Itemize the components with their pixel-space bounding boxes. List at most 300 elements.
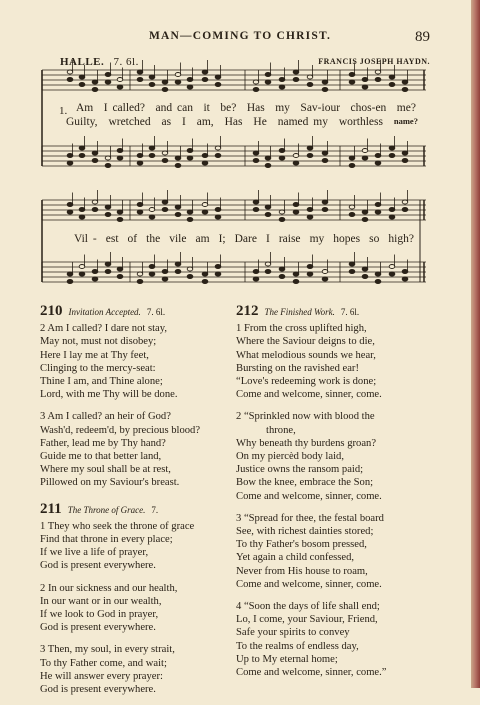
note-head [307, 208, 313, 212]
note-head [349, 205, 355, 209]
lyric-syllable: Sav-iour [300, 102, 341, 114]
note-head [137, 203, 143, 207]
lyric-syllable: Guilty, [66, 116, 98, 128]
note-head [105, 270, 111, 274]
lyric-syllable: chos-en [350, 102, 387, 114]
lyric-line [74, 233, 414, 245]
stanza-line: Father, lead me by Thy hand? [40, 437, 166, 449]
note-head [202, 161, 208, 165]
note-head [349, 262, 355, 266]
note-head [187, 156, 193, 160]
note-head [362, 210, 368, 214]
note-head [162, 277, 168, 281]
note-head [149, 208, 155, 212]
note-head [117, 78, 123, 82]
stanza [236, 322, 436, 401]
lyric-syllable: I [265, 233, 270, 245]
note-head [175, 164, 181, 168]
note-head [79, 215, 85, 219]
note-head [215, 154, 221, 158]
note-head [105, 213, 111, 217]
note-head [362, 156, 368, 160]
note-head [307, 75, 313, 79]
note-head [67, 203, 73, 207]
note-head [279, 149, 285, 153]
note-head [279, 85, 285, 89]
lyric-syllable: I called? [103, 102, 146, 114]
tune-meter: 7. 6l. [113, 56, 139, 68]
note-head [67, 70, 73, 74]
note-head [149, 75, 155, 79]
stanza-line: God is present everywhere. [40, 684, 156, 696]
stanza-line: Never from His house to roam, [236, 565, 368, 577]
note-head [322, 151, 328, 155]
note-head [137, 161, 143, 165]
note-head [265, 205, 271, 209]
note-head [117, 149, 123, 153]
composer-credit: FRANCIS JOSEPH HAYDN. [318, 57, 430, 66]
stanza-line: Bursting on the ravished ear! [236, 362, 359, 374]
note-head [117, 267, 123, 271]
note-head [149, 272, 155, 276]
note-head [215, 146, 221, 150]
lyric-syllable: worthless [338, 116, 383, 128]
note-head [187, 78, 193, 82]
lyric-line [66, 116, 418, 128]
stanza-line: Justice owns the ransom paid; [236, 464, 364, 476]
note-head [375, 161, 381, 165]
note-head [389, 83, 395, 87]
stanza-line: Why beneath thy burdens groan? [236, 437, 377, 449]
stanza-line: Come and welcome, sinner, come. [236, 578, 382, 590]
note-head [375, 210, 381, 214]
music-notation [0, 0, 480, 300]
stanza-line: Pillowed on my Saviour's breast. [40, 477, 180, 489]
note-head [253, 277, 259, 281]
note-head [187, 275, 193, 279]
stanza-line: Where the Saviour deigns to die, [236, 336, 375, 348]
note-head [389, 146, 395, 150]
right-column [236, 305, 436, 688]
note-head [187, 149, 193, 153]
left-column [40, 305, 235, 705]
note-head [215, 265, 221, 269]
stanza-line: Find that throne in every place; [40, 534, 173, 546]
lyric-syllable: am [195, 233, 210, 245]
hymn-number: 210 [40, 303, 63, 319]
note-head [162, 159, 168, 163]
note-head [362, 275, 368, 279]
stanza-line: 3 “Spread for thee, the festal board [236, 512, 384, 524]
note-head [389, 265, 395, 269]
lyric-syllable: name? [393, 116, 418, 126]
note-head [175, 156, 181, 160]
note-head [322, 159, 328, 163]
stanza-line: If we live a life of prayer, [40, 547, 149, 559]
hymn-number: 211 [40, 500, 62, 517]
note-head [137, 280, 143, 284]
stanza-line: Yet again a child confessed, [236, 552, 355, 564]
note-head [375, 203, 381, 207]
note-head [322, 88, 328, 92]
note-head [253, 88, 259, 92]
stanza-line: Guide me to that better land, [40, 451, 162, 463]
stanza-line: To thy Father come, and wait; [40, 657, 167, 669]
note-head [137, 154, 143, 158]
note-head [307, 154, 313, 158]
note-head [117, 275, 123, 279]
note-head [137, 272, 143, 276]
stanza-line: Safe your spirits to convey [236, 627, 350, 639]
note-head [137, 70, 143, 74]
stanza [40, 643, 235, 696]
lyric-syllable: me? [396, 102, 416, 114]
note-head [79, 154, 85, 158]
lyric-syllable: so [369, 233, 380, 245]
note-head [79, 208, 85, 212]
note-head [149, 83, 155, 87]
note-head [105, 156, 111, 160]
note-head [215, 272, 221, 276]
note-head [162, 80, 168, 84]
note-head [162, 88, 168, 92]
note-head [117, 85, 123, 89]
note-head [253, 200, 259, 204]
note-head [202, 210, 208, 214]
stanza-line: Come and welcome, sinner, come.” [236, 667, 387, 679]
note-head [265, 73, 271, 77]
stanza-line: He will answer every prayer: [40, 670, 163, 682]
stanza-line: 3 Then, my soul, in every strait, [40, 644, 175, 656]
note-head [349, 80, 355, 84]
hymn-number: 212 [236, 303, 259, 319]
note-head [375, 78, 381, 82]
note-head [67, 280, 73, 284]
note-head [67, 161, 73, 165]
note-head [293, 210, 299, 214]
note-head [265, 164, 271, 168]
note-head [67, 78, 73, 82]
note-head [215, 208, 221, 212]
note-head [149, 265, 155, 269]
note-head [253, 208, 259, 212]
stanza-line: 3 Am I called? an heir of God? [40, 411, 171, 423]
note-head [187, 85, 193, 89]
lyric-syllable: est [105, 233, 119, 245]
note-head [307, 272, 313, 276]
note-head [362, 267, 368, 271]
note-head [187, 210, 193, 214]
note-head [202, 280, 208, 284]
note-head [117, 210, 123, 214]
lyric-line [76, 102, 416, 114]
stanza-line: Lord, with me Thy will be done. [40, 389, 178, 401]
note-head [322, 200, 328, 204]
note-head [389, 215, 395, 219]
note-head [389, 208, 395, 212]
stanza-number: 1. [59, 105, 68, 117]
lyric-syllable: Dare [234, 233, 257, 245]
running-head: MAN—COMING TO CHRIST. [148, 30, 332, 42]
note-head [92, 151, 98, 155]
lyric-syllable: Vil - [74, 233, 97, 245]
note-head [92, 208, 98, 212]
note-head [307, 83, 313, 87]
note-head [402, 270, 408, 274]
note-head [402, 200, 408, 204]
stanza [236, 410, 436, 502]
stanza [40, 410, 235, 489]
note-head [375, 272, 381, 276]
lyric-syllable: vile [169, 233, 187, 245]
stanza-line: Clinging to the mercy-seat: [40, 362, 156, 374]
note-head [202, 272, 208, 276]
hymn-heading [40, 305, 235, 319]
note-head [253, 159, 259, 163]
note-head [279, 210, 285, 214]
note-head [215, 83, 221, 87]
note-head [162, 208, 168, 212]
note-head [79, 83, 85, 87]
note-head [402, 208, 408, 212]
stanza-line: 4 “Soon the days of life shall end; [236, 601, 380, 613]
lyric-syllable: named my [277, 116, 328, 128]
note-head [79, 75, 85, 79]
lyric-syllable: I [182, 116, 186, 128]
lyric-syllable: I; [218, 233, 226, 245]
note-head [92, 270, 98, 274]
note-head [162, 200, 168, 204]
lyric-syllable: my [309, 233, 325, 245]
stanza-line: 2 In our sickness and our health, [40, 582, 178, 594]
stanza-line: Come and welcome, sinner, come. [236, 490, 382, 502]
note-head [187, 267, 193, 271]
note-head [293, 280, 299, 284]
note-head [402, 88, 408, 92]
note-head [105, 73, 111, 77]
note-head [362, 85, 368, 89]
stanza-line: 1 They who seek the throne of grace [40, 520, 195, 532]
note-head [279, 78, 285, 82]
note-head [215, 75, 221, 79]
page-number: 89 [415, 29, 430, 45]
lyric-syllable: Has [246, 102, 265, 114]
note-head [105, 262, 111, 266]
lyric-syllable: as [161, 116, 172, 128]
lyric-syllable: wretched [108, 116, 151, 128]
note-head [79, 272, 85, 276]
note-head [322, 80, 328, 84]
lyric-syllable: and can [155, 102, 193, 114]
note-head [362, 218, 368, 222]
note-head [279, 218, 285, 222]
note-head [293, 154, 299, 158]
stanza-line: To thy Father's bosom pressed, [236, 539, 367, 551]
note-head [175, 270, 181, 274]
stanza-line: Here I lay me at Thy feet, [40, 349, 149, 361]
note-head [202, 70, 208, 74]
stanza-line: May not, must not disobey; [40, 336, 157, 348]
lyric-syllable: the [146, 233, 161, 245]
note-head [279, 267, 285, 271]
note-head [162, 151, 168, 155]
stanza-line: What melodious sounds we hear, [236, 349, 376, 361]
note-head [322, 208, 328, 212]
hymn-heading [236, 305, 436, 319]
note-head [215, 215, 221, 219]
note-head [92, 88, 98, 92]
note-head [79, 146, 85, 150]
hymn-title: Invitation Accepted. [68, 307, 141, 317]
note-head [105, 80, 111, 84]
note-head [349, 213, 355, 217]
hymn-meter: 7. 6l. [340, 307, 360, 317]
lyric-syllable: hopes [333, 233, 361, 245]
note-head [349, 270, 355, 274]
note-head [293, 272, 299, 276]
stanza-line: throne, [266, 424, 296, 436]
stanza-line: In our want or in our wealth, [40, 595, 162, 607]
stanza-line: Up to My eternal home; [236, 653, 338, 665]
note-head [293, 70, 299, 74]
note-head [402, 159, 408, 163]
note-head [149, 215, 155, 219]
note-head [349, 164, 355, 168]
note-head [175, 262, 181, 266]
note-head [402, 80, 408, 84]
stanza [236, 600, 436, 679]
lyric-syllable: be? [220, 102, 237, 114]
note-head [92, 277, 98, 281]
note-head [402, 151, 408, 155]
note-head [265, 213, 271, 217]
note-head [175, 73, 181, 77]
note-head [187, 218, 193, 222]
note-head [202, 78, 208, 82]
note-head [322, 270, 328, 274]
note-head [279, 156, 285, 160]
stanza-line: “Love's redeeming work is done; [236, 376, 377, 388]
note-head [105, 205, 111, 209]
stanza-line: Come and welcome, sinner, come. [236, 389, 382, 401]
lyric-syllable: Am [76, 102, 94, 114]
note-head [265, 262, 271, 266]
note-head [175, 205, 181, 209]
note-head [389, 154, 395, 158]
stanza-line: God is present everywhere. [40, 560, 156, 572]
note-head [293, 161, 299, 165]
lyric-syllable: of [127, 233, 138, 245]
stanza [40, 582, 235, 635]
note-head [293, 203, 299, 207]
note-head [67, 210, 73, 214]
note-head [67, 272, 73, 276]
note-head [362, 149, 368, 153]
note-head [202, 154, 208, 158]
stanza-line: God is present everywhere. [40, 622, 156, 634]
note-head [293, 78, 299, 82]
stanza-line: Lo, I come, your Saviour, Friend, [236, 614, 378, 626]
note-head [389, 75, 395, 79]
stanza [40, 520, 235, 573]
note-head [375, 154, 381, 158]
lyric-syllable: He [253, 116, 267, 128]
stanza-line: If we look to God in prayer, [40, 609, 159, 621]
note-head [362, 78, 368, 82]
note-head [389, 272, 395, 276]
lyric-syllable: my [275, 102, 290, 114]
note-head [265, 270, 271, 274]
stanza-line: 2 “Sprinkled now with blood the [236, 411, 375, 423]
note-head [137, 78, 143, 82]
note-head [375, 70, 381, 74]
note-head [253, 270, 259, 274]
note-head [402, 277, 408, 281]
note-head [253, 151, 259, 155]
stanza [40, 322, 235, 401]
lyric-syllable: raise [278, 233, 301, 245]
stanza-line: Thine I am, and Thine alone; [40, 376, 163, 388]
stanza-line: Bow the knee, embrace the Son; [236, 477, 374, 489]
tune-title: HALLE. [60, 56, 105, 68]
hymn-meter: 7. [151, 504, 159, 515]
note-head [253, 80, 259, 84]
note-head [67, 154, 73, 158]
lyric-syllable: it [203, 102, 210, 114]
lyric-syllable: Has [224, 116, 243, 128]
lyric-syllable: high? [388, 233, 414, 245]
note-head [175, 80, 181, 84]
note-head [307, 215, 313, 219]
note-head [307, 146, 313, 150]
note-head [349, 73, 355, 77]
hymn-heading [40, 500, 235, 517]
stanza-line: 1 From the cross uplifted high, [236, 323, 367, 335]
stanza-line: Wash'd, redeem'd, by precious blood? [40, 424, 201, 436]
note-head [92, 159, 98, 163]
note-head [117, 218, 123, 222]
stanza-line: Where my soul shall be at rest, [40, 464, 171, 476]
note-head [202, 203, 208, 207]
stanza-line: On my piercèd body laid, [236, 451, 344, 463]
note-head [149, 146, 155, 150]
note-head [279, 275, 285, 279]
note-head [175, 213, 181, 217]
note-head [105, 164, 111, 168]
note-head [375, 280, 381, 284]
lyric-syllable: am, [196, 116, 214, 128]
note-head [92, 80, 98, 84]
note-head [149, 154, 155, 158]
note-head [117, 156, 123, 160]
stanza-line: See, with richest dainties stored; [236, 526, 374, 538]
note-head [265, 156, 271, 160]
hymn-title: The Finished Work. [264, 307, 335, 317]
note-head [92, 200, 98, 204]
note-head [137, 210, 143, 214]
stanza-line: 2 Am I called? I dare not stay, [40, 323, 167, 335]
note-head [307, 265, 313, 269]
note-head [162, 270, 168, 274]
note-head [349, 156, 355, 160]
stanza [236, 512, 436, 591]
note-head [79, 265, 85, 269]
stanza-line: To the realms of endless day, [236, 640, 359, 652]
hymn-title: The Throne of Grace. [67, 504, 146, 515]
hymn-meter: 7. 6l. [146, 307, 166, 317]
note-head [265, 80, 271, 84]
note-head [322, 277, 328, 281]
